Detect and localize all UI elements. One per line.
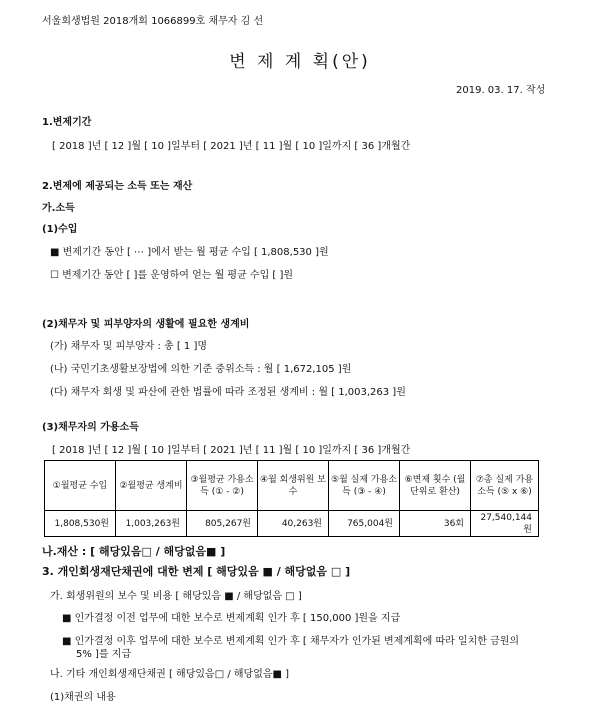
income-line-2: ☐ 변제기간 동안 [ ]를 운영하여 얻는 월 평균 수입 [ ]원 [50, 270, 294, 281]
trustee-fee-line: 가. 회생위원의 보수 및 비용 [ 해당있음 ■ / 해당없음 □ ] [50, 591, 302, 602]
table-header-row [45, 461, 539, 511]
section2-title: 2.변제에 제공되는 소득 또는 재산 [42, 181, 193, 192]
table-row [45, 511, 539, 537]
date-written: 2019. 03. 17. 작성 [456, 85, 546, 96]
trustee-fee-post: ■ 인가결정 이후 업무에 대한 보수로 변제계획 인가 후 [ 채무자가 인가된 변제계획에 따라 일치한 금원의 [62, 636, 520, 647]
living-cost-line-1: (가) 채무자 및 피부양자 : 총 [ 1 ]명 [50, 341, 208, 352]
trustee-fee-pre: ■ 인가결정 이전 업무에 대한 보수로 변제계획 인가 후 [ 150,000 ]원을 지급 [62, 613, 401, 624]
table-header-cell: ①월평균 수입 [45, 461, 116, 511]
table-cell: 765,004원 [329, 511, 400, 537]
table-header-cell: ④월 회생위원 보수 [258, 461, 329, 511]
available-income-heading: (3)채무자의 가용소득 [42, 422, 139, 433]
income-subtitle: 가.소득 [42, 203, 75, 214]
income-line-1: ■ 변제기간 동안 [ ⋯ ]에서 받는 월 평균 수입 [ 1,808,530 ]원 [50, 247, 329, 258]
available-income-period: [ 2018 ]년 [ 12 ]월 [ 10 ]일부터 [ 2021 ]년 [ 11 ]월 [ 10 ]일까지 [ 36 ]개월간 [52, 445, 411, 456]
living-cost-line-2: (나) 국민기초생활보장법에 의한 기준 중위소득 : 월 [ 1,672,105 ]원 [50, 364, 352, 375]
table-cell: 36회 [400, 511, 471, 537]
claim-content-heading: (1)채권의 내용 [50, 692, 116, 703]
table-cell: 27,540,144원 [471, 511, 539, 537]
revenue-heading: (1)수입 [42, 224, 78, 235]
assets-line: 나.재산 : [ 해당있음□ / 해당없음■ ] [42, 545, 226, 558]
living-cost-line-3: (다) 채무자 회생 및 파산에 관한 법률에 따라 조정된 생계비 : 월 [ 1,003,263 ]원 [50, 387, 406, 398]
table-header-cell: ⑥변제 횟수 (월 단위로 환산) [400, 461, 471, 511]
trustee-fee-post-cont: 5% ]를 지급 [76, 649, 132, 660]
other-claims-line: 나. 기타 개인회생재단채권 [ 해당있음□ / 해당없음■ ] [50, 669, 290, 680]
case-header: 서울회생법원 2018개회 1066899호 채무자 김 선 [42, 16, 264, 27]
section1-title: 1.변제기간 [42, 117, 92, 128]
page-title: 변 제 계 획(안) [229, 52, 371, 72]
table-cell: 1,808,530원 [45, 511, 116, 537]
available-income-table [44, 460, 539, 537]
living-cost-heading: (2)채무자 및 피부양자의 생활에 필요한 생계비 [42, 319, 250, 330]
table-cell: 1,003,263원 [116, 511, 187, 537]
table-header-cell: ⑦총 실제 가용소득 (⑤ x ⑥) [471, 461, 539, 511]
repayment-period: [ 2018 ]년 [ 12 ]월 [ 10 ]일부터 [ 2021 ]년 [ 11 ]월 [ 10 ]일까지 [ 36 ]개월간 [52, 141, 411, 152]
table-header-cell: ③월평균 가용소득 (① - ②) [187, 461, 258, 511]
section3-title: 3. 개인회생재단채권에 대한 변제 [ 해당있음 ■ / 해당없음 □ ] [42, 565, 351, 578]
table-cell: 40,263원 [258, 511, 329, 537]
table-header-cell: ②월평균 생계비 [116, 461, 187, 511]
table-cell: 805,267원 [187, 511, 258, 537]
table-header-cell: ⑤월 실제 가용소득 (③ - ④) [329, 461, 400, 511]
